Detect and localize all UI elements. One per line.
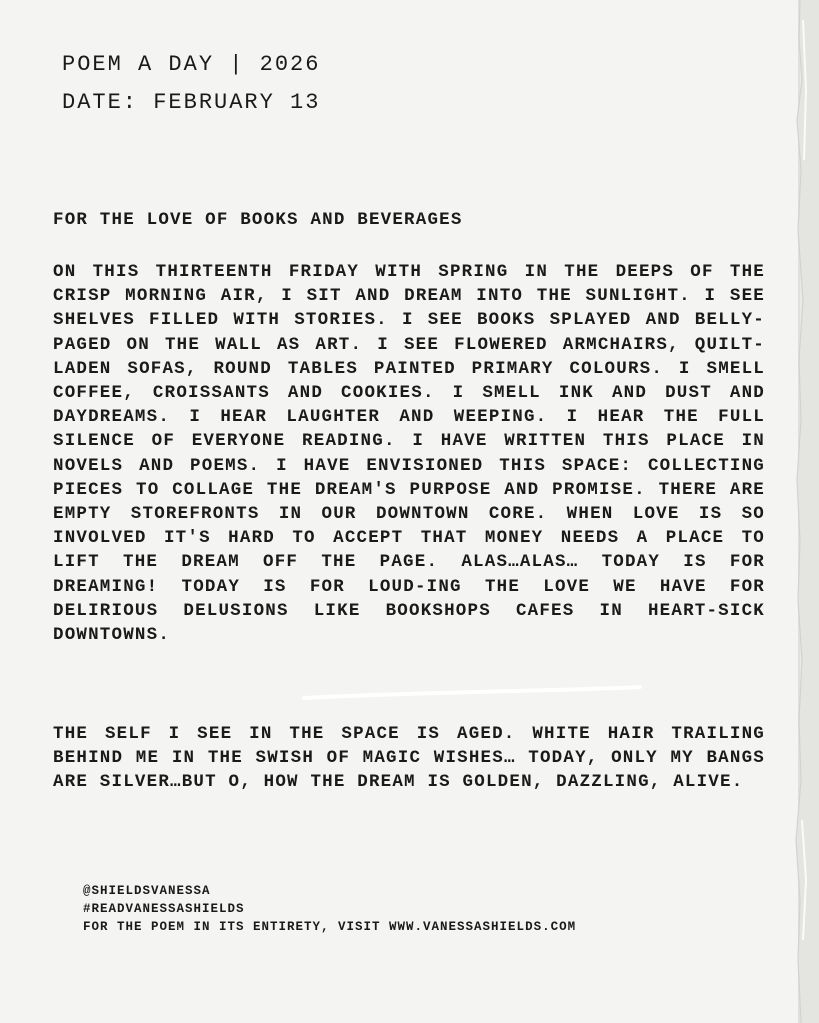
torn-paper-edge	[759, 0, 819, 1023]
poem-title: FOR THE LOVE OF BOOKS AND BEVERAGES	[53, 210, 463, 230]
footer	[83, 882, 576, 936]
website-note: FOR THE POEM IN ITS ENTIRETY, VISIT WWW.VANESSASHIELDS.COM	[83, 920, 577, 934]
series-title: POEM A DAY | 2026	[62, 52, 321, 77]
social-handle: @SHIELDSVANESSA	[83, 884, 211, 898]
poem-date: DATE: FEBRUARY 13	[62, 90, 321, 115]
poem-stanza-2: THE SELF I SEE IN THE SPACE IS AGED. WHITE HAIR TRAILING BEHIND ME IN THE SWISH OF MAGIC WISHES… TODAY, ONLY MY BANGS ARE SILVER…BUT O, HOW THE DREAM IS GOLDEN, DAZZLING, ALIVE.	[53, 724, 765, 793]
header	[62, 46, 320, 122]
hashtag: #READVANESSASHIELDS	[83, 902, 245, 916]
chalk-scribble	[300, 684, 645, 704]
poem-stanza-1: ON THIS THIRTEENTH FRIDAY WITH SPRING IN THE DEEPS OF THE CRISP MORNING AIR, I SIT AND DREAM INTO THE SUNLIGHT. I SEE SHELVES FILLED WITH STORIES. I SEE BOOKS SPLAYED AND BELLY-PAGED ON THE WALL AS ART. I SEE FLOWERED ARMCHAIRS, QUILT-LADEN SOFAS, ROUND TABLES PAINTED PRIMARY COLOURS. I SMELL COFFEE, CROISSANTS AND COOKIES. I SMELL INK AND DUST AND DAYDREAMS. I HEAR LAUGHTER AND WEEPING. I HEAR THE FULL SILENCE OF EVERYONE READING. I HAVE WRITTEN THIS PLACE IN NOVELS AND POEMS. I HAVE ENVISIONED THIS SPACE: COLLECTING PIECES TO COLLAGE THE DREAM'S PURPOSE AND PROMISE. THERE ARE EMPTY STOREFRONTS IN OUR DOWNTOWN CORE. WHEN LOVE IS SO INVOLVED IT'S HARD TO ACCEPT THAT MONEY NEEDS A PLACE TO LIFT THE DREAM OFF THE PAGE. ALAS…ALAS… TODAY IS FOR DREAMING! TODAY IS FOR LOUD-ING THE LOVE WE HAVE FOR DELIRIOUS DELUSIONS LIKE BOOKSHOPS CAFES IN HEART-SICK DOWNTOWNS.	[53, 262, 765, 646]
